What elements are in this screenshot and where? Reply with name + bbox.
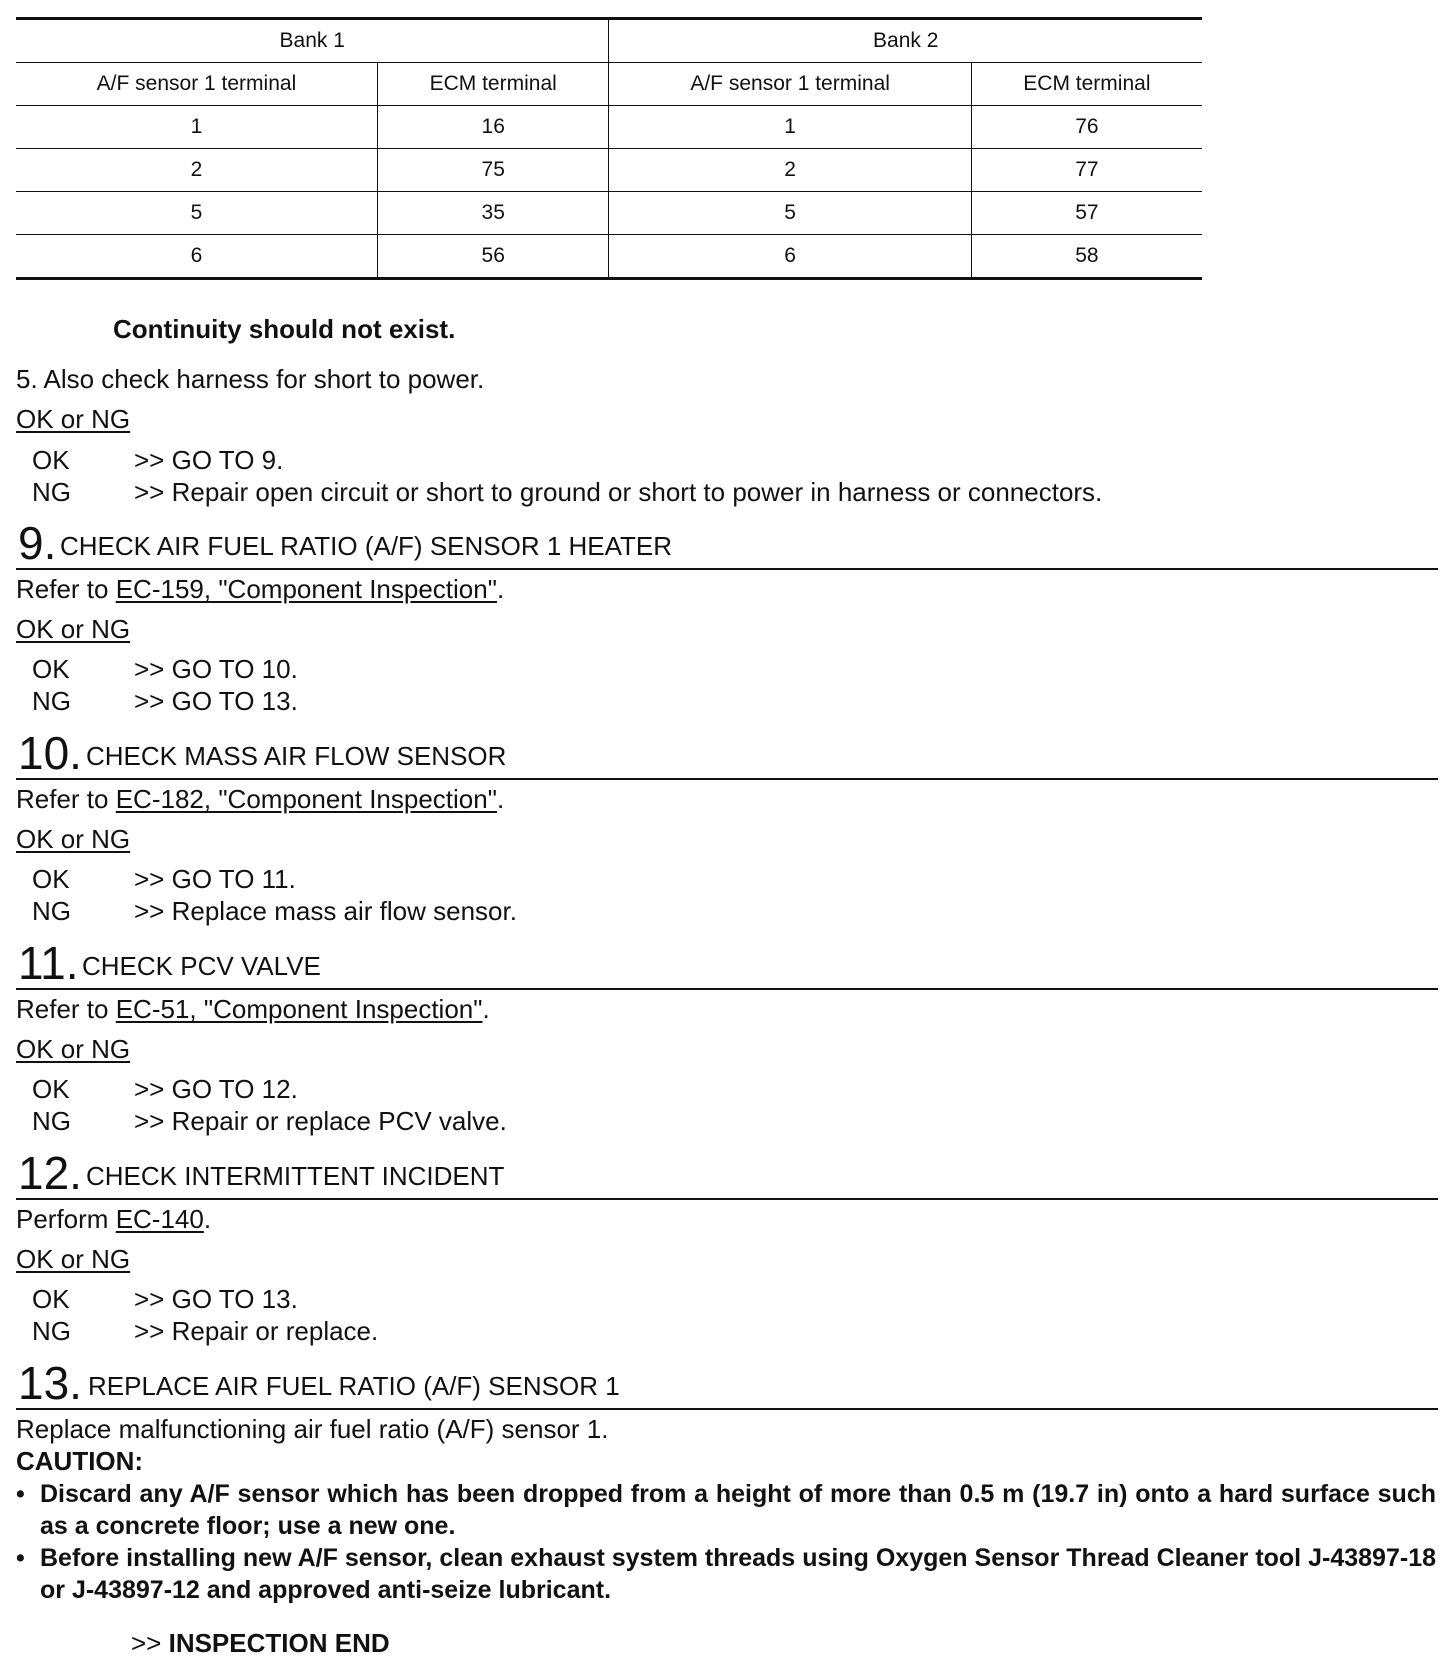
bank1-header: Bank 1 <box>16 19 609 63</box>
table-cell: 1 <box>609 106 971 149</box>
step-number: 13. <box>18 1357 82 1409</box>
table-cell: 76 <box>971 106 1202 149</box>
table-cell: 56 <box>377 235 609 279</box>
ok-code: OK <box>32 445 70 475</box>
table-cell: 6 <box>16 235 377 279</box>
step5-text: 5. Also check harness for short to power. <box>16 364 485 394</box>
end-label: INSPECTION END <box>168 1628 390 1658</box>
ng-action: >> Repair or replace. <box>134 1316 379 1346</box>
bank2-header: Bank 2 <box>609 19 1202 63</box>
table-cell: 5 <box>16 192 377 235</box>
ok-code: OK <box>32 864 70 894</box>
caution-text: Before installing new A/F sensor, clean exhaust system threads using Oxygen Sensor Thread Cleaner tool J-43897-18 or J-43897-12 and approved anti-seize lubricant. <box>40 1544 1436 1604</box>
ref-suffix: . <box>496 784 505 814</box>
ref-prefix: Refer to <box>16 574 116 604</box>
step-header <box>16 1148 1438 1200</box>
ref-prefix: Refer to <box>16 994 116 1024</box>
col-ecm-header: ECM terminal <box>377 63 609 106</box>
ng-code: NG <box>32 1106 71 1136</box>
step-number: 9. <box>18 517 57 569</box>
table-cell: 35 <box>377 192 609 235</box>
table-subheader-row <box>16 63 1202 106</box>
ng-action: >> Repair open circuit or short to ground or short to power in harness or connectors. <box>134 477 1103 507</box>
step-number: 11. <box>18 937 79 989</box>
table-cell: 75 <box>377 149 609 192</box>
table-row <box>16 106 1202 149</box>
ok-result <box>32 1074 298 1105</box>
ok-action: >> GO TO 10. <box>134 654 298 684</box>
okng-label: OK or NG <box>16 614 131 644</box>
table-row <box>16 192 1202 235</box>
end-arrow: >> <box>131 1628 169 1658</box>
table-cell: 1 <box>16 106 377 149</box>
table-cell: 57 <box>971 192 1202 235</box>
ok-action: >> GO TO 11. <box>134 864 296 894</box>
inspection-end <box>131 1628 390 1659</box>
step-title: CHECK PCV VALVE <box>82 951 321 981</box>
ref-prefix: Perform <box>16 1204 116 1234</box>
ok-action: >> GO TO 9. <box>134 445 284 475</box>
ng-result <box>32 1106 507 1137</box>
ok-action: >> GO TO 13. <box>134 1284 298 1314</box>
step-header <box>16 1358 1438 1410</box>
table-row <box>16 149 1202 192</box>
bullet: • <box>16 1544 25 1572</box>
step-title: CHECK MASS AIR FLOW SENSOR <box>86 741 507 771</box>
bullet: • <box>16 1480 25 1508</box>
table-cell: 77 <box>971 149 1202 192</box>
table-cell: 16 <box>377 106 609 149</box>
step-header <box>16 728 1438 780</box>
ref-suffix: . <box>203 1204 212 1234</box>
caution-item <box>16 1478 1436 1542</box>
ok-action: >> GO TO 12. <box>134 1074 298 1104</box>
step-header <box>16 518 1438 570</box>
ng-result <box>32 477 1102 508</box>
ng-action: >> GO TO 13. <box>134 686 298 716</box>
ok-result <box>32 654 298 685</box>
okng-label: OK or NG <box>16 824 131 854</box>
ref-link[interactable]: EC-51, "Component Inspection" <box>115 994 483 1024</box>
continuity-note: Continuity should not exist. <box>113 314 456 344</box>
ok-result <box>32 864 296 895</box>
caution-text: Discard any A/F sensor which has been dropped from a height of more than 0.5 m (19.7 in) onto a hard surface such as a concrete floor; use a new one. <box>40 1480 1436 1540</box>
table-cell: 2 <box>609 149 971 192</box>
col-sensor-header: A/F sensor 1 terminal <box>16 63 377 106</box>
step13-body: Replace malfunctioning air fuel ratio (A/F) sensor 1. <box>16 1414 609 1444</box>
ng-code: NG <box>32 896 71 926</box>
ng-action: >> Repair or replace PCV valve. <box>134 1106 507 1136</box>
ok-code: OK <box>32 1284 70 1314</box>
caution-label: CAUTION: <box>16 1446 144 1476</box>
step-title: CHECK INTERMITTENT INCIDENT <box>86 1161 505 1191</box>
ok-code: OK <box>32 654 70 684</box>
ok-result <box>32 1284 298 1315</box>
ng-result <box>32 686 298 717</box>
ref-link[interactable]: EC-140 <box>115 1204 204 1234</box>
ng-code: NG <box>32 477 71 507</box>
ng-result <box>32 896 517 927</box>
step-header <box>16 938 1438 990</box>
col-ecm-header: ECM terminal <box>971 63 1202 106</box>
okng-label: OK or NG <box>16 1034 131 1064</box>
ng-result <box>32 1316 378 1347</box>
ref-link[interactable]: EC-159, "Component Inspection" <box>115 574 497 604</box>
terminal-table <box>16 17 1202 280</box>
table-row <box>16 235 1202 279</box>
ng-code: NG <box>32 686 71 716</box>
okng-label: OK or NG <box>16 1244 131 1274</box>
step-reference <box>16 784 504 815</box>
col-sensor-header: A/F sensor 1 terminal <box>609 63 971 106</box>
table-cell: 2 <box>16 149 377 192</box>
ref-suffix: . <box>496 574 505 604</box>
ref-prefix: Refer to <box>16 784 116 814</box>
ng-action: >> Replace mass air flow sensor. <box>134 896 517 926</box>
ref-link[interactable]: EC-182, "Component Inspection" <box>115 784 497 814</box>
ref-suffix: . <box>482 994 490 1024</box>
ng-code: NG <box>32 1316 71 1346</box>
table-cell: 58 <box>1075 244 1099 267</box>
step-title: REPLACE AIR FUEL RATIO (A/F) SENSOR 1 <box>88 1371 620 1401</box>
step-reference <box>16 994 490 1025</box>
table-cell: 5 <box>609 192 971 235</box>
okng-label: OK or NG <box>16 404 131 434</box>
step-number: 10. <box>18 727 82 779</box>
ok-code: OK <box>32 1074 70 1104</box>
ok-result <box>32 445 283 476</box>
step-reference <box>16 574 504 605</box>
step-reference <box>16 1204 211 1235</box>
step-number: 12. <box>18 1147 82 1199</box>
table-header-row <box>16 19 1202 63</box>
caution-list <box>16 1478 1436 1606</box>
step-title: CHECK AIR FUEL RATIO (A/F) SENSOR 1 HEATER <box>60 531 673 561</box>
table-cell: 6 <box>609 235 971 279</box>
caution-item <box>16 1542 1436 1606</box>
